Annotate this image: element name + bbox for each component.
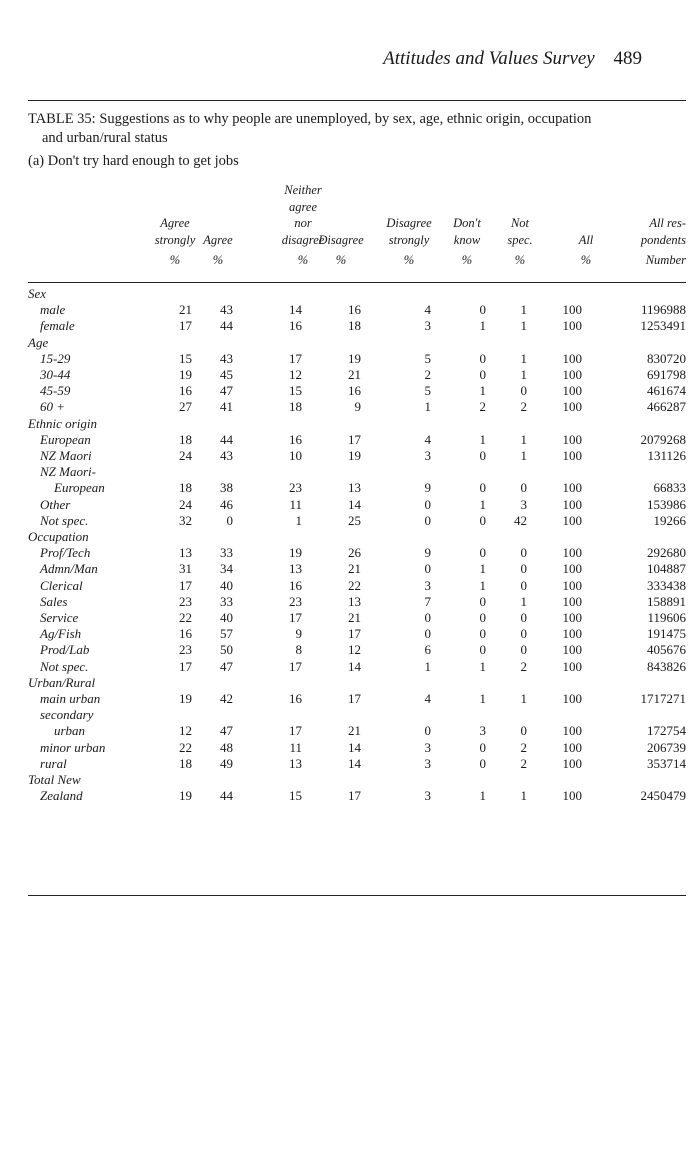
table-cell: 1 — [479, 788, 486, 804]
table-cell: 100 — [562, 561, 582, 577]
table-cell: 1 — [424, 658, 431, 674]
table-cell: 17 — [348, 431, 361, 447]
row-label: Not spec. — [40, 658, 89, 674]
row-label: main urban — [40, 691, 101, 706]
table-cell: 13 — [348, 593, 361, 609]
row-label: Ag/Fish — [40, 626, 82, 642]
table-cell: 19 — [289, 545, 302, 561]
table-cell: 3 — [424, 577, 431, 593]
table-cell: 34 — [220, 561, 233, 577]
table-cell: 1 — [520, 350, 527, 366]
row-label: Clerical — [40, 577, 83, 593]
row-label: 15-29 — [40, 350, 71, 366]
table-cell: 17 — [289, 658, 302, 674]
column-header-5-line-1: Disagree — [386, 216, 432, 230]
column-header-9-line-2: pondents — [640, 232, 686, 247]
table-cell: 19 — [179, 367, 192, 382]
table-cell: 0 — [479, 755, 486, 771]
table-cell: 100 — [562, 383, 582, 399]
table-cell: 2079268 — [640, 431, 686, 447]
table-cell: 40 — [220, 610, 233, 625]
table-cell: 17 — [289, 723, 302, 739]
row-label: 60 + — [40, 399, 66, 415]
table-cell: 47 — [220, 723, 233, 739]
table-cell: 100 — [562, 431, 582, 447]
column-header-9-line-1: All res- — [649, 216, 686, 230]
table-cell: 0 — [424, 610, 431, 625]
table-cell: 2 — [479, 399, 486, 415]
column-header-3-line-2: agree — [289, 199, 317, 214]
table-cell: 1 — [520, 448, 527, 463]
column-unit-7: % — [514, 253, 526, 267]
table-cell: 12 — [348, 642, 361, 658]
table-cell: 21 — [348, 610, 361, 625]
row-label: male — [40, 302, 66, 318]
table-cell: 47 — [220, 658, 233, 674]
row-label: Zealand — [40, 788, 83, 804]
row-group-label: Total New — [28, 772, 81, 787]
table-cell: 466287 — [647, 399, 686, 415]
row-label: Admn/Man — [40, 561, 98, 577]
table-cell: 0 — [479, 512, 486, 528]
table-cell: 0 — [226, 512, 233, 528]
table-cell: 100 — [562, 399, 582, 415]
column-header-7-line-2: spec. — [507, 232, 533, 247]
table-cell: 48 — [220, 739, 233, 755]
table-cell: 43 — [220, 302, 233, 318]
table-cell: 31 — [179, 561, 192, 577]
table-cell: 26 — [348, 545, 361, 561]
table-cell: 2 — [520, 739, 527, 755]
table-cell: 22 — [179, 610, 192, 625]
table-cell: 11 — [289, 496, 302, 512]
table-cell: 21 — [348, 723, 361, 739]
column-unit-6: % — [461, 253, 473, 267]
table-cell: 3 — [424, 788, 431, 804]
table-cell: 0 — [479, 302, 486, 318]
table-cell: 1 — [479, 577, 486, 593]
table-cell: 206739 — [647, 739, 686, 755]
row-group-label: Age — [28, 334, 49, 350]
table-cell: 46 — [220, 496, 233, 512]
table-cell: 19 — [179, 788, 192, 804]
table-cell: 100 — [562, 626, 582, 642]
table-cell: 12 — [179, 723, 192, 739]
table-cell: 1 — [520, 302, 527, 318]
table-cell: 0 — [424, 561, 431, 577]
table-cell: 100 — [562, 480, 582, 496]
table-cell: 100 — [562, 755, 582, 771]
table-cell: 57 — [220, 626, 233, 642]
table-cell: 3 — [424, 318, 431, 334]
table-cell: 333438 — [647, 577, 686, 593]
table-cell: 21 — [179, 302, 192, 318]
running-head-title: Attitudes and Values Survey — [383, 48, 595, 69]
table-cell: 6 — [424, 642, 431, 658]
table-cell: 3 — [424, 755, 431, 771]
table-cell: 16 — [348, 383, 361, 399]
table-cell: 1253491 — [640, 318, 686, 334]
row-label: female — [40, 318, 75, 334]
table-cell: 1 — [520, 788, 527, 804]
table-cell: 0 — [479, 739, 486, 755]
table-cell: 0 — [520, 723, 527, 739]
table-cell: 100 — [562, 318, 582, 334]
table-cell: 8 — [295, 642, 302, 658]
table-cell: 830720 — [647, 350, 686, 366]
table-cell: 100 — [562, 723, 582, 739]
row-label: Sales — [40, 593, 68, 609]
table-cell: 191475 — [647, 626, 686, 642]
table-cell: 0 — [520, 610, 527, 625]
table-cell: 1 — [479, 691, 486, 706]
column-header-1-line-2: strongly — [154, 232, 196, 247]
table-cell: 13 — [289, 561, 302, 577]
table-cell: 41 — [220, 399, 233, 415]
row-label: European — [40, 431, 91, 447]
table-cell: 16 — [289, 577, 302, 593]
row-label: urban — [54, 723, 86, 739]
column-unit-9: Number — [645, 253, 686, 267]
column-header-6-line-1: Don't — [453, 216, 481, 230]
column-header-1-line-1: Agree — [160, 216, 190, 230]
table-cell: 691798 — [647, 367, 686, 382]
table-cell: 3 — [479, 723, 486, 739]
table-cell: 0 — [424, 723, 431, 739]
table-cell: 100 — [562, 302, 582, 318]
table-cell: 23 — [179, 642, 192, 658]
table-cell: 16 — [179, 626, 192, 642]
table-cell: 3 — [424, 739, 431, 755]
column-unit-8: % — [580, 253, 592, 267]
table-cell: 16 — [289, 318, 302, 334]
table-caption — [28, 110, 678, 148]
table-cell: 27 — [179, 399, 192, 415]
table-cell: 18 — [289, 399, 302, 415]
table-cell: 2 — [520, 658, 527, 674]
table-cell: 66833 — [653, 480, 686, 496]
row-label: rural — [40, 755, 67, 771]
table-cell: 3 — [424, 448, 431, 463]
table-cell: 100 — [562, 496, 582, 512]
column-header-4-line-1: Disagree — [318, 232, 364, 247]
table-cell: 5 — [424, 350, 431, 366]
table-cell: 18 — [348, 318, 361, 334]
table-cell: 17 — [179, 577, 192, 593]
table-cell: 25 — [348, 512, 361, 528]
top-rule — [28, 100, 686, 101]
page-number: 489 — [613, 48, 642, 69]
row-label: Prof/Tech — [40, 545, 91, 561]
table-cell: 4 — [424, 302, 431, 318]
table-cell: 100 — [562, 593, 582, 609]
table-cell: 19 — [348, 448, 361, 463]
table-cell: 11 — [289, 739, 302, 755]
table-cell: 24 — [179, 496, 192, 512]
table-cell: 0 — [479, 448, 486, 463]
column-header-3-line-3: nor — [294, 216, 312, 230]
table-cell: 17 — [179, 658, 192, 674]
table-cell: 50 — [220, 642, 233, 658]
table-cell: 9 — [424, 480, 431, 496]
table-cell: 18 — [179, 431, 192, 447]
column-header-8-line-1: All — [578, 232, 594, 247]
header-rule — [28, 282, 686, 283]
table-cell: 14 — [348, 739, 361, 755]
table-cell: 0 — [424, 496, 431, 512]
table-cell: 1 — [520, 367, 527, 382]
table-cell: 131126 — [647, 448, 686, 463]
table-cell: 16 — [289, 691, 302, 706]
table-cell: 12 — [289, 367, 302, 382]
table-cell: 100 — [562, 448, 582, 463]
table-cell: 461674 — [647, 383, 686, 399]
table-cell: 0 — [424, 626, 431, 642]
table-cell: 17 — [348, 691, 361, 706]
table-cell: 104887 — [647, 561, 686, 577]
table-cell: 1 — [479, 431, 486, 447]
table-cell: 9 — [424, 545, 431, 561]
table-cell: 16 — [179, 383, 192, 399]
table-cell: 13 — [179, 545, 192, 561]
table-cell: 2450479 — [640, 788, 686, 804]
table-cell: 1 — [520, 593, 527, 609]
table-cell: 18 — [179, 755, 192, 771]
column-unit-4: % — [335, 253, 347, 267]
table-cell: 9 — [295, 626, 302, 642]
table-cell: 23 — [179, 593, 192, 609]
table-cell: 100 — [562, 788, 582, 804]
column-header-6-line-2: know — [453, 232, 481, 247]
table-cell: 42 — [514, 512, 527, 528]
table-subcaption: (a) Don't try hard enough to get jobs — [28, 153, 239, 169]
table-cell: 0 — [520, 383, 527, 399]
table-cell: 9 — [354, 399, 361, 415]
column-unit-2: % — [212, 253, 224, 267]
table-cell: 16 — [348, 302, 361, 318]
table-cell: 2 — [520, 399, 527, 415]
table-cell: 17 — [289, 610, 302, 625]
table-cell: 43 — [220, 350, 233, 366]
column-header-3-line-4: disagree — [281, 232, 325, 247]
table-cell: 0 — [479, 350, 486, 366]
row-label: Service — [40, 610, 79, 625]
table-cell: 17 — [179, 318, 192, 334]
table-cell: 1 — [479, 658, 486, 674]
table-cell: 100 — [562, 658, 582, 674]
row-label: secondary — [40, 707, 94, 723]
table-cell: 1 — [479, 318, 486, 334]
table-cell: 14 — [348, 755, 361, 771]
table-cell: 0 — [520, 577, 527, 593]
table-cell: 100 — [562, 367, 582, 382]
column-header-3-line-1: Neither — [284, 183, 322, 197]
table-cell: 0 — [520, 561, 527, 577]
table-cell: 100 — [562, 577, 582, 593]
row-group-label: Occupation — [28, 529, 89, 544]
table-cell: 18 — [179, 480, 192, 496]
table-cell: 0 — [520, 642, 527, 658]
column-header-2-line-1: Agree — [203, 232, 233, 247]
row-group-label: Ethnic origin — [28, 415, 97, 431]
table-cell: 843826 — [647, 658, 686, 674]
table-cell: 44 — [220, 431, 233, 447]
table-cell: 13 — [289, 755, 302, 771]
column-unit-1: % — [169, 253, 181, 267]
table-cell: 292680 — [647, 545, 686, 561]
table-cell: 22 — [179, 739, 192, 755]
table-cell: 38 — [220, 480, 233, 496]
table-cell: 100 — [562, 545, 582, 561]
table-cell: 0 — [520, 545, 527, 561]
row-label: 30-44 — [40, 367, 71, 382]
table-cell: 44 — [220, 318, 233, 334]
table-cell: 5 — [424, 383, 431, 399]
table-cell: 100 — [562, 691, 582, 706]
table-cell: 1 — [520, 318, 527, 334]
column-unit-3: % — [297, 253, 309, 267]
table-cell: 1 — [424, 399, 431, 415]
table-cell: 0 — [520, 626, 527, 642]
table-cell: 15 — [289, 383, 302, 399]
table-cell: 0 — [424, 512, 431, 528]
table-cell: 14 — [289, 302, 302, 318]
table-cell: 1717271 — [640, 691, 686, 706]
table-cell: 153986 — [647, 496, 686, 512]
table-cell: 33 — [220, 593, 233, 609]
table-cell: 1 — [520, 431, 527, 447]
table-cell: 21 — [348, 367, 361, 382]
row-label: 45-59 — [40, 383, 71, 399]
table-cell: 100 — [562, 610, 582, 625]
table-cell: 2 — [424, 367, 431, 382]
table-cell: 43 — [220, 448, 233, 463]
table-cell: 1 — [479, 496, 486, 512]
table-cell: 23 — [289, 593, 302, 609]
table-cell: 19 — [348, 350, 361, 366]
table-cell: 0 — [479, 593, 486, 609]
table-cell: 0 — [479, 545, 486, 561]
table-cell: 1 — [295, 512, 302, 528]
caption-line-2: and urban/rural status — [42, 130, 168, 146]
table-cell: 0 — [479, 626, 486, 642]
table-cell: 15 — [179, 350, 192, 366]
table-cell: 45 — [220, 367, 233, 382]
table-cell: 405676 — [647, 642, 686, 658]
table-cell: 21 — [348, 561, 361, 577]
table-cell: 0 — [479, 367, 486, 382]
table-cell: 1 — [479, 383, 486, 399]
row-label: NZ Maori- — [40, 464, 96, 480]
table-cell: 17 — [348, 626, 361, 642]
table-cell: 100 — [562, 350, 582, 366]
table-cell: 15 — [289, 788, 302, 804]
row-label: European — [54, 480, 105, 496]
table-cell: 14 — [348, 496, 361, 512]
table-cell: 17 — [289, 350, 302, 366]
table-cell: 0 — [479, 480, 486, 496]
table-cell: 19 — [179, 691, 192, 706]
table-cell: 16 — [289, 431, 302, 447]
column-header-5-line-2: strongly — [388, 232, 430, 247]
table-cell: 10 — [289, 448, 302, 463]
table-cell: 119606 — [647, 610, 686, 625]
bottom-rule — [28, 895, 686, 896]
table-cell: 44 — [220, 788, 233, 804]
table-cell: 22 — [348, 577, 361, 593]
table-cell: 47 — [220, 383, 233, 399]
table-cell: 40 — [220, 577, 233, 593]
table-cell: 100 — [562, 642, 582, 658]
table-cell: 100 — [562, 739, 582, 755]
table-cell: 100 — [562, 512, 582, 528]
table-cell: 42 — [220, 691, 233, 706]
table-cell: 4 — [424, 691, 431, 706]
table-cell: 158891 — [647, 593, 686, 609]
running-head — [383, 48, 642, 70]
table-cell: 1196988 — [640, 302, 686, 318]
row-label: NZ Maori — [40, 448, 92, 463]
table-cell: 17 — [348, 788, 361, 804]
table-cell: 7 — [424, 593, 431, 609]
column-unit-5: % — [403, 253, 415, 267]
row-label: minor urban — [40, 739, 106, 755]
table-cell: 0 — [520, 480, 527, 496]
table-cell: 32 — [179, 512, 192, 528]
table-cell: 1 — [520, 691, 527, 706]
table-cell: 0 — [479, 610, 486, 625]
row-group-label: Sex — [28, 286, 47, 301]
caption-line-1: TABLE 35: Suggestions as to why people are unemployed, by sex, age, ethnic origin, occupation — [28, 111, 592, 127]
table-cell: 49 — [220, 755, 233, 771]
table-cell: 23 — [289, 480, 302, 496]
table-cell: 14 — [348, 658, 361, 674]
table-cell: 172754 — [647, 723, 686, 739]
table-cell: 19266 — [653, 512, 686, 528]
row-group-label: Urban/Rural — [28, 674, 96, 690]
table-cell: 33 — [220, 545, 233, 561]
table-cell: 0 — [479, 642, 486, 658]
table-cell: 2 — [520, 755, 527, 771]
row-label: Other — [40, 496, 71, 512]
table-cell: 13 — [348, 480, 361, 496]
table-cell: 1 — [479, 561, 486, 577]
table-cell: 3 — [520, 496, 527, 512]
table-cell: 24 — [179, 448, 192, 463]
table-cell: 4 — [424, 431, 431, 447]
column-header-7-line-1: Not — [510, 216, 530, 230]
row-label: Not spec. — [40, 512, 89, 528]
row-label: Prod/Lab — [40, 642, 90, 658]
table-cell: 353714 — [647, 755, 686, 771]
